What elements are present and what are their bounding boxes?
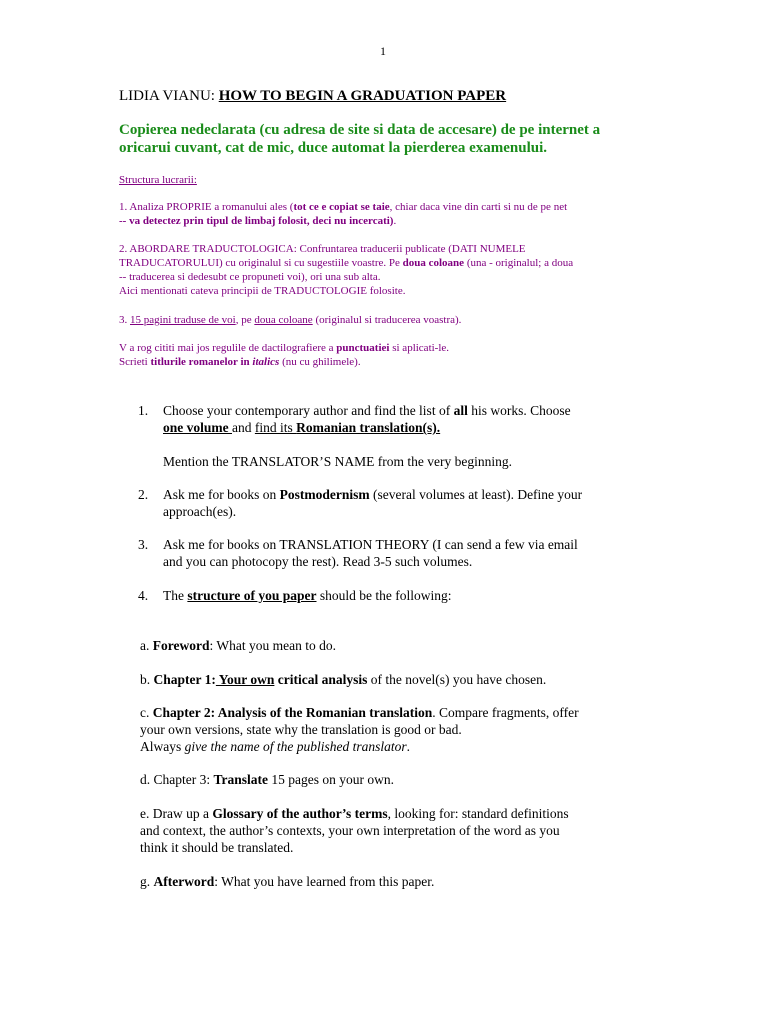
section-line: c. Chapter 2: Analysis of the Romanian translation. Compare fragments, offer [140,705,579,720]
document-title [119,88,506,105]
item-3-text [163,536,578,570]
paper-title: HOW TO BEGIN A GRADUATION PAPER [218,88,507,104]
section-line: and context, the author’s contexts, your own interpretation of the word as you [140,823,560,838]
ro-line: -- traducerea si dedesubt ce propuneti voi), ori una sub alta. [119,271,381,283]
item-number: 4. [138,588,149,603]
ro-point-1 [119,200,567,228]
section-line: e. Draw up a Glossary of the author’s terms, looking for: standard definitions [140,806,569,821]
item-line: one volume and find its Romanian translation(s). [163,420,441,435]
item-1-text [163,402,571,436]
section-line: Always give the name of the published translator. [140,739,410,754]
section-g: g. Afterword: What you have learned from this paper. [140,874,435,889]
item-1-note: Mention the TRANSLATOR’S NAME from the very beginning. [163,454,512,469]
ro-line: V a rog cititi mai jos regulile de dactilografiere a punctuatiei si aplicati-le. [119,342,450,354]
section-b: b. Chapter 1: Your own critical analysis of the novel(s) you have chosen. [140,672,547,687]
item-2-text [163,486,582,520]
item-number: 2. [138,487,149,502]
ro-point-2 [119,242,573,298]
section-e [140,805,569,856]
structure-heading: Structura lucrarii: [119,174,197,186]
ro-line: 1. Analiza PROPRIE a romanului ales (tot ce e copiat se taie, chiar daca vine din carti si nu de pe net [119,201,568,213]
ro-line: Aici mentionati cateva principii de TRADUCTOLOGIE folosite. [119,285,406,297]
section-line: think it should be translated. [140,840,294,855]
plagiarism-warning [119,121,600,157]
item-line: approach(es). [163,504,237,519]
item-4-text: The structure of you paper should be the following: [163,588,452,603]
item-number: 1. [138,403,149,418]
ro-instructions [119,341,449,369]
section-c [140,704,579,755]
page-number: 1 [380,44,386,58]
item-line: and you can photocopy the rest). Read 3-5 such volumes. [163,554,473,569]
ro-line: 2. ABORDARE TRADUCTOLOGICA: Confruntarea traducerii publicate (DATI NUMELE [119,243,526,255]
ro-point-3: 3. 15 pagini traduse de voi, pe doua coloane (originalul si traducerea voastra). [119,314,462,326]
section-a: a. Foreword: What you mean to do. [140,638,336,653]
warning-line: Copierea nedeclarata (cu adresa de site si data de accesare) de pe internet a [119,122,601,138]
author-name: LIDIA VIANU: [119,88,219,104]
item-line: Choose your contemporary author and find the list of all his works. Choose [163,403,571,418]
item-number: 3. [138,537,149,552]
item-line: Ask me for books on TRANSLATION THEORY (I can send a few via email [163,537,578,552]
ro-line: TRADUCATORULUI) cu originalul si cu sugestiile voastre. Pe doua coloane (una - originalul; a doua [119,257,574,269]
warning-line: oricarui cuvant, cat de mic, duce automat la pierderea examenului. [119,140,547,156]
ro-line: -- va detectez prin tipul de limbaj folosit, deci nu incercati). [119,215,397,227]
section-line: your own versions, state why the translation is good or bad. [140,722,462,737]
ro-line: Scrieti titlurile romanelor in italics (nu cu ghilimele). [119,356,361,368]
item-line: Ask me for books on Postmodernism (several volumes at least). Define your [163,487,583,502]
section-d: d. Chapter 3: Translate 15 pages on your own. [140,772,394,787]
